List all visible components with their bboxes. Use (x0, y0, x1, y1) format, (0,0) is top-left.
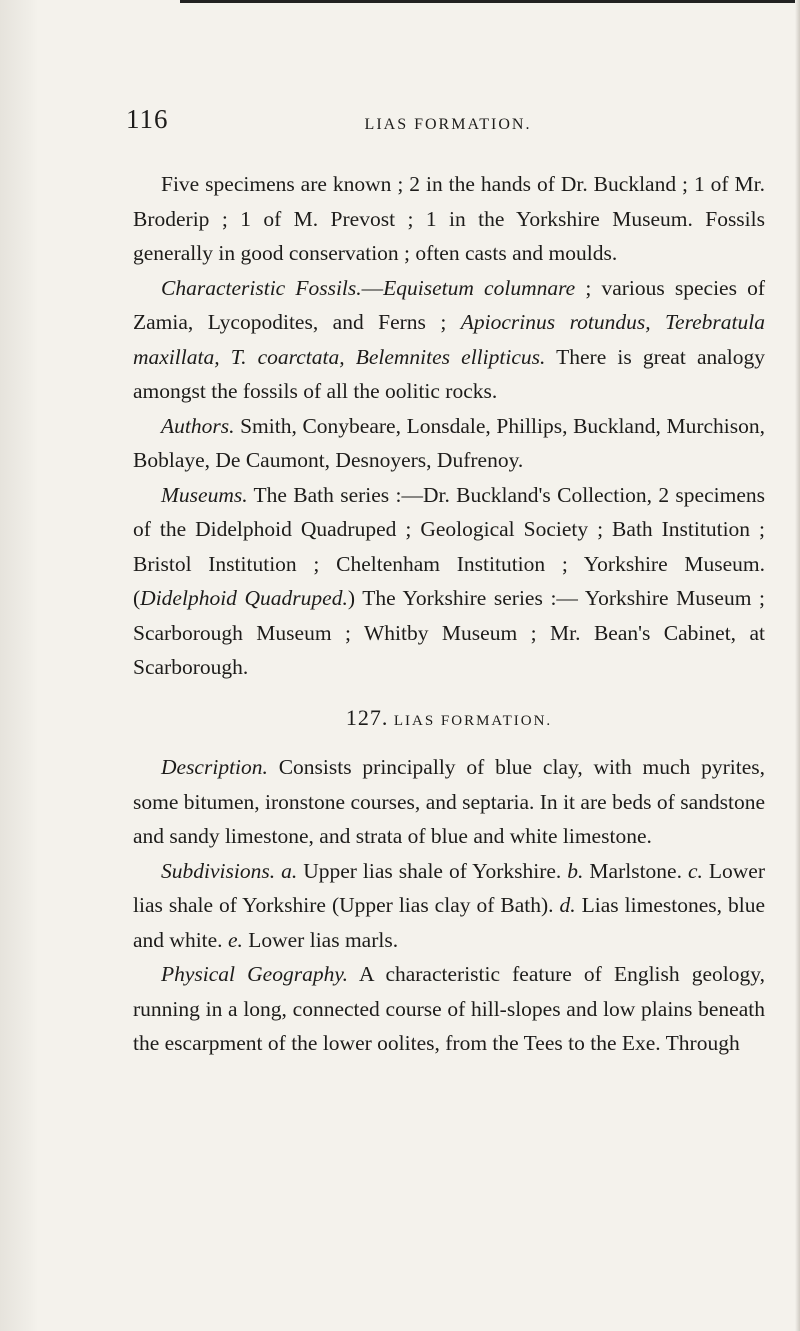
subdivision-b-text: Marlstone. (583, 858, 688, 883)
body-text (133, 167, 765, 1061)
subdivision-d-marker: d. (559, 893, 576, 917)
museums-yorkshire-text: ) The Yorkshire series :— Yorkshire Museum ; Scarborough Museum ; Whitby Museum ; Mr. Bean's Cabinet, at Scarborough. (133, 586, 765, 679)
subdivision-a-marker: a. (281, 858, 298, 883)
description-text: Consists principally of blue clay, with much pyrites, some bitumen, ironstone courses, and septaria. In it are beds of sandstone and sandy limestone, and strata of blue and white limestone. (133, 755, 765, 848)
physical-geography-text: A characteristic feature of English geology, running in a long, connected course of hill-slopes and low plains beneath the escarpment of the lower oolites, from the Tees to the Exe. Through (133, 962, 765, 1055)
subdivision-a-text: Upper lias shale of Yorkshire. (297, 858, 568, 883)
subdivision-c-marker: c. (687, 858, 703, 883)
subdivisions-label: Subdivisions. (161, 858, 276, 883)
top-edge-rule (180, 0, 800, 3)
physical-geography-label: Physical Geography. (161, 962, 349, 986)
subdivision-b-marker: b. (567, 858, 584, 883)
paragraph-authors (133, 409, 765, 478)
running-title: LIAS FORMATION. (364, 116, 532, 133)
paragraph-characteristic-fossils (133, 271, 765, 409)
section-heading (133, 701, 765, 739)
paragraph-description (133, 750, 765, 854)
subdivision-d-text: Lias limestones, blue and white. (133, 893, 766, 952)
museums-text: The Bath series :—Dr. Buckland's Collection, 2 specimens of the Didelphoid Quadruped ; Geological Society ; Bath Institution ; Bristol Institution ; Cheltenham Institution ; Yorkshire Museum. ( (133, 482, 765, 610)
em-dash: — (361, 275, 384, 300)
page-header (126, 104, 768, 152)
section-number: 127. (345, 704, 389, 730)
authors-text: Smith, Conybeare, Lonsdale, Phillips, Buckland, Murchison, Boblaye, De Caumont, Desnoyers, Dufrenoy. (133, 413, 765, 472)
right-page-edge (795, 0, 800, 1331)
paragraph-specimens (133, 167, 765, 271)
fossils-text: ; various species of Zamia, Lycopodites, and Ferns ; (133, 275, 766, 334)
characteristic-fossils-label: Characteristic Fossils. (161, 275, 362, 300)
page-number: 116 (126, 104, 169, 134)
subdivision-c-text: Lower lias shale of Yorkshire (Upper lias clay of Bath). (133, 858, 766, 917)
subdivision-e-marker: e. (227, 927, 243, 952)
page-binding-shadow (0, 0, 38, 1331)
fossil-names-list: Apiocrinus rotundus, Terebratula maxillata, T. coarctata, Belemnites ellipticus. (133, 310, 765, 369)
authors-label: Authors. (161, 413, 235, 438)
description-label: Description. (161, 755, 268, 779)
section-title: LIAS FORMATION. (393, 712, 553, 729)
subdivision-e-text: Lower lias marls. (242, 927, 399, 952)
museums-label: Museums. (161, 482, 248, 507)
fossils-analogy-text: There is great analogy amongst the fossils of all the oolitic rocks. (133, 344, 765, 403)
paragraph-subdivisions (133, 854, 765, 958)
fossil-name-equisetum: Equisetum columnare (383, 275, 576, 300)
specimens-text: Five specimens are known ; 2 in the hands of Dr. Buckland ; 1 of Mr. Broderip ; 1 of M. Prevost ; 1 in the Yorkshire Museum. Fossils generally in good conservation ; often casts and moulds. (133, 172, 765, 265)
didelphoid-label: Didelphoid Quadruped. (140, 586, 348, 610)
paragraph-museums (133, 478, 765, 685)
paragraph-physical-geography (133, 957, 765, 1061)
